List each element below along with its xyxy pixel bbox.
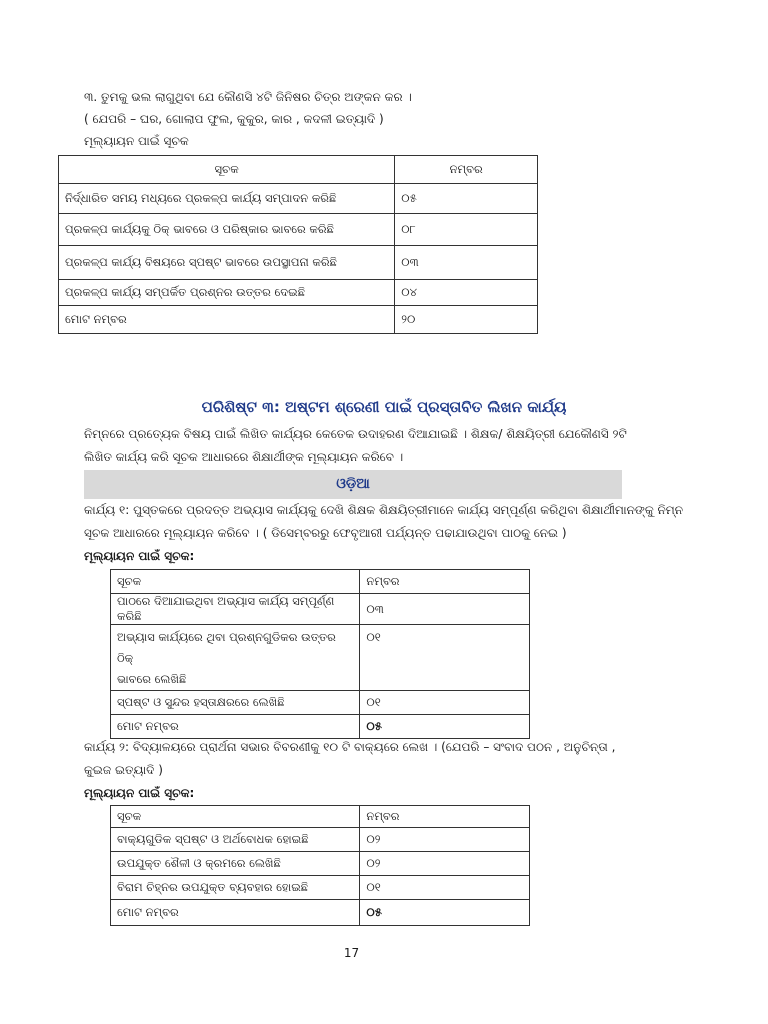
row-indicator: ଉପଯୁକ୍ତ ଶୈଳୀ ଓ କ୍ରମରେ ଲେଖିଛି xyxy=(111,852,360,876)
total-marks: ୦୫ xyxy=(360,715,530,739)
criteria-label-2: ମୂଲ୍ୟାୟନ ପାଇଁ ସୂଚକ: xyxy=(84,549,195,563)
total-label: ମୋଟ ନମ୍ବର xyxy=(59,306,395,334)
header-indicator: ସୂଚକ xyxy=(111,570,360,594)
row-marks: ୦୮ xyxy=(395,214,538,246)
row-indicator: ସ୍ପଷ୍ଟ ଓ ସୁନ୍ଦର ହସ୍ତାକ୍ଷରରେ ଲେଖିଛି xyxy=(111,691,360,715)
table-row xyxy=(59,280,538,306)
row-indicator: ପ୍ରକଳ୍ପ କାର୍ଯ୍ୟ ସମ୍ପର୍କିତ ପ୍ରଶ୍ନର ଉତ୍ତର ଦେଇଛି xyxy=(59,280,395,306)
criteria-table-1 xyxy=(58,155,538,334)
row-indicator-line1: ଅଭ୍ୟାସ କାର୍ଯ୍ୟରେ ଥିବା ପ୍ରଶ୍ନଗୁଡିକର ଉତ୍ତର ଠିକ୍ xyxy=(117,630,336,665)
total-label: ମୋଟ ନମ୍ବର xyxy=(111,715,360,739)
row-marks: ୦୧ xyxy=(360,691,530,715)
row-indicator-line2: ଭାବରେ ଲେଖିଛି xyxy=(117,672,187,686)
row-indicator: ନିର୍ଦ୍ଧାରିତ ସମୟ ମଧ୍ୟରେ ପ୍ରକଳ୍ପ କାର୍ଯ୍ୟ ସମ୍ପାଦନ କରିଛି xyxy=(59,184,395,214)
appendix-intro-line1: ନିମ୍ନରେ ପ୍ରତ୍ୟେକ ବିଷୟ ପାଇଁ ଲିଖିତ କାର୍ଯ୍ୟର କେତେକ ଉଦାହରଣ ଦିଆଯାଇଛି । ଶିକ୍ଷକ/ ଶିକ୍ଷୟିତ୍ରୀ ଯେକୌଣସି ୨ଟି xyxy=(84,427,627,441)
table-row xyxy=(59,184,538,214)
task1-instruction-line2: ସୂଚକ ଆଧାରରେ ମୂଲ୍ୟାୟନ କରିବେ । ( ଡିସେମ୍ବରରୁ ଫେବୃଆରୀ ପର୍ଯ୍ୟନ୍ତ ପଢାଯାଉଥିବା ପାଠକୁ ନେଇ ) xyxy=(84,526,567,540)
task3-examples: ( ଯେପରି – ଘର, ଗୋଲାପ ଫୁଲ, କୁକୁର, କାର , କଦଳୀ ଇତ୍ୟାଦି ) xyxy=(84,112,384,126)
row-indicator: ପାଠରେ ଦିଆଯାଇଥିବା ଅଭ୍ୟାସ କାର୍ଯ୍ୟ ସମ୍ପୂର୍ଣ୍ଣ କରିଛି xyxy=(111,594,360,625)
table-total-row xyxy=(111,715,530,739)
table-row xyxy=(59,214,538,246)
header-marks: ନମ୍ବର xyxy=(360,806,530,828)
table-total-row xyxy=(111,900,530,926)
task2-instruction-line2: କୁଇଜ ଇତ୍ୟାଦି ) xyxy=(84,763,163,777)
appendix-intro-line2: ଲିଖିତ କାର୍ଯ୍ୟ କରି ସୂଚକ ଆଧାରରେ ଶିକ୍ଷାର୍ଥୀଙ୍କ ମୂଲ୍ୟାୟନ କରିବେ । xyxy=(84,450,404,464)
row-indicator: ପ୍ରକଳ୍ପ କାର୍ଯ୍ୟକୁ ଠିକ୍ ଭାବରେ ଓ ପରିଷ୍କାର ଭାବରେ କରିଛି xyxy=(59,214,395,246)
table-total-row xyxy=(59,306,538,334)
subject-band: ଓଡ଼ିଆ xyxy=(84,470,622,499)
row-indicator: ପ୍ରକଳ୍ପ କାର୍ଯ୍ୟ ବିଷୟରେ ସ୍ପଷ୍ଟ ଭାବରେ ଉପସ୍ଥାପନା କରିଛି xyxy=(59,246,395,280)
table-header-row xyxy=(111,806,530,828)
row-marks: ୦୫ xyxy=(395,184,538,214)
row-indicator: ବାକ୍ୟଗୁଡିକ ସ୍ପଷ୍ଟ ଓ ଅର୍ଥବୋଧକ ହୋଇଛି xyxy=(111,828,360,852)
row-indicator xyxy=(111,625,360,691)
header-indicator: ସୂଚକ xyxy=(59,156,395,184)
total-marks: ୦୫ xyxy=(360,900,530,926)
total-label: ମୋଟ ନମ୍ବର xyxy=(111,900,360,926)
row-marks: ୦୩ xyxy=(360,594,530,625)
criteria-table-2 xyxy=(110,569,530,739)
table-row xyxy=(111,852,530,876)
table-row xyxy=(111,625,530,691)
table-row xyxy=(111,691,530,715)
table-row xyxy=(59,246,538,280)
task3-instruction: ୩. ତୁମକୁ ଭଲ ଲାଗୁଥିବା ଯେ କୌଣସି ୪ଟି ଜିନିଷର ଚିତ୍ର ଅଙ୍କନ କର । xyxy=(84,90,412,104)
row-indicator: ବିରାମ ଚିହ୍ନର ଉପଯୁକ୍ତ ବ୍ୟବହାର ହୋଇଛି xyxy=(111,876,360,900)
header-marks: ନମ୍ବର xyxy=(395,156,538,184)
criteria-table-3 xyxy=(110,805,530,926)
table-row xyxy=(111,594,530,625)
header-indicator: ସୂଚକ xyxy=(111,806,360,828)
row-marks: ୦୨ xyxy=(360,852,530,876)
table-row xyxy=(111,828,530,852)
row-marks: ୦୪ xyxy=(395,280,538,306)
row-marks: ୦୩ xyxy=(395,246,538,280)
page-number: 17 xyxy=(343,946,360,960)
table-row xyxy=(111,876,530,900)
table-header-row xyxy=(111,570,530,594)
appendix-title: ପରିଶିଷ୍ଟ ୩: ଅଷ୍ଟମ ଶ୍ରେଣୀ ପାଇଁ ପ୍ରସ୍ତାବିତ ଲିଖନ କାର୍ଯ୍ୟ xyxy=(201,398,567,416)
criteria-label-3: ମୂଲ୍ୟାୟନ ପାଇଁ ସୂଚକ: xyxy=(84,786,195,800)
criteria-label-1: ମୂଲ୍ୟାୟନ ପାଇଁ ସୂଚକ xyxy=(84,134,189,148)
header-marks: ନମ୍ବର xyxy=(360,570,530,594)
table-header-row xyxy=(59,156,538,184)
total-marks: ୨୦ xyxy=(395,306,538,334)
row-marks: ୦୧ xyxy=(360,625,530,691)
task1-instruction-line1: କାର୍ଯ୍ୟ ୧: ପୁସ୍ତକରେ ପ୍ରଦତ୍ତ ଅଭ୍ୟାସ କାର୍ଯ୍ୟକୁ ଦେଖି ଶିକ୍ଷକ ଶିକ୍ଷୟିତ୍ରୀମାନେ କାର୍ଯ୍ୟ ସମ୍ପୂର୍ଣ୍ଣ କରିଥିବା ଶିକ୍ଷାର୍ଥୀମାନଙ୍କୁ ନିମ୍ନ xyxy=(84,503,684,517)
row-marks: ୦୧ xyxy=(360,876,530,900)
task2-instruction-line1: କାର୍ଯ୍ୟ ୨: ବିଦ୍ୟାଳୟରେ ପ୍ରାର୍ଥନା ସଭାର ବିବରଣୀକୁ ୧୦ ଟି ବାକ୍ୟରେ ଲେଖ । (ଯେପରି – ସଂବାଦ ପଠନ , ଅନୁଚିନ୍ତା , xyxy=(84,740,616,754)
row-marks: ୦୨ xyxy=(360,828,530,852)
